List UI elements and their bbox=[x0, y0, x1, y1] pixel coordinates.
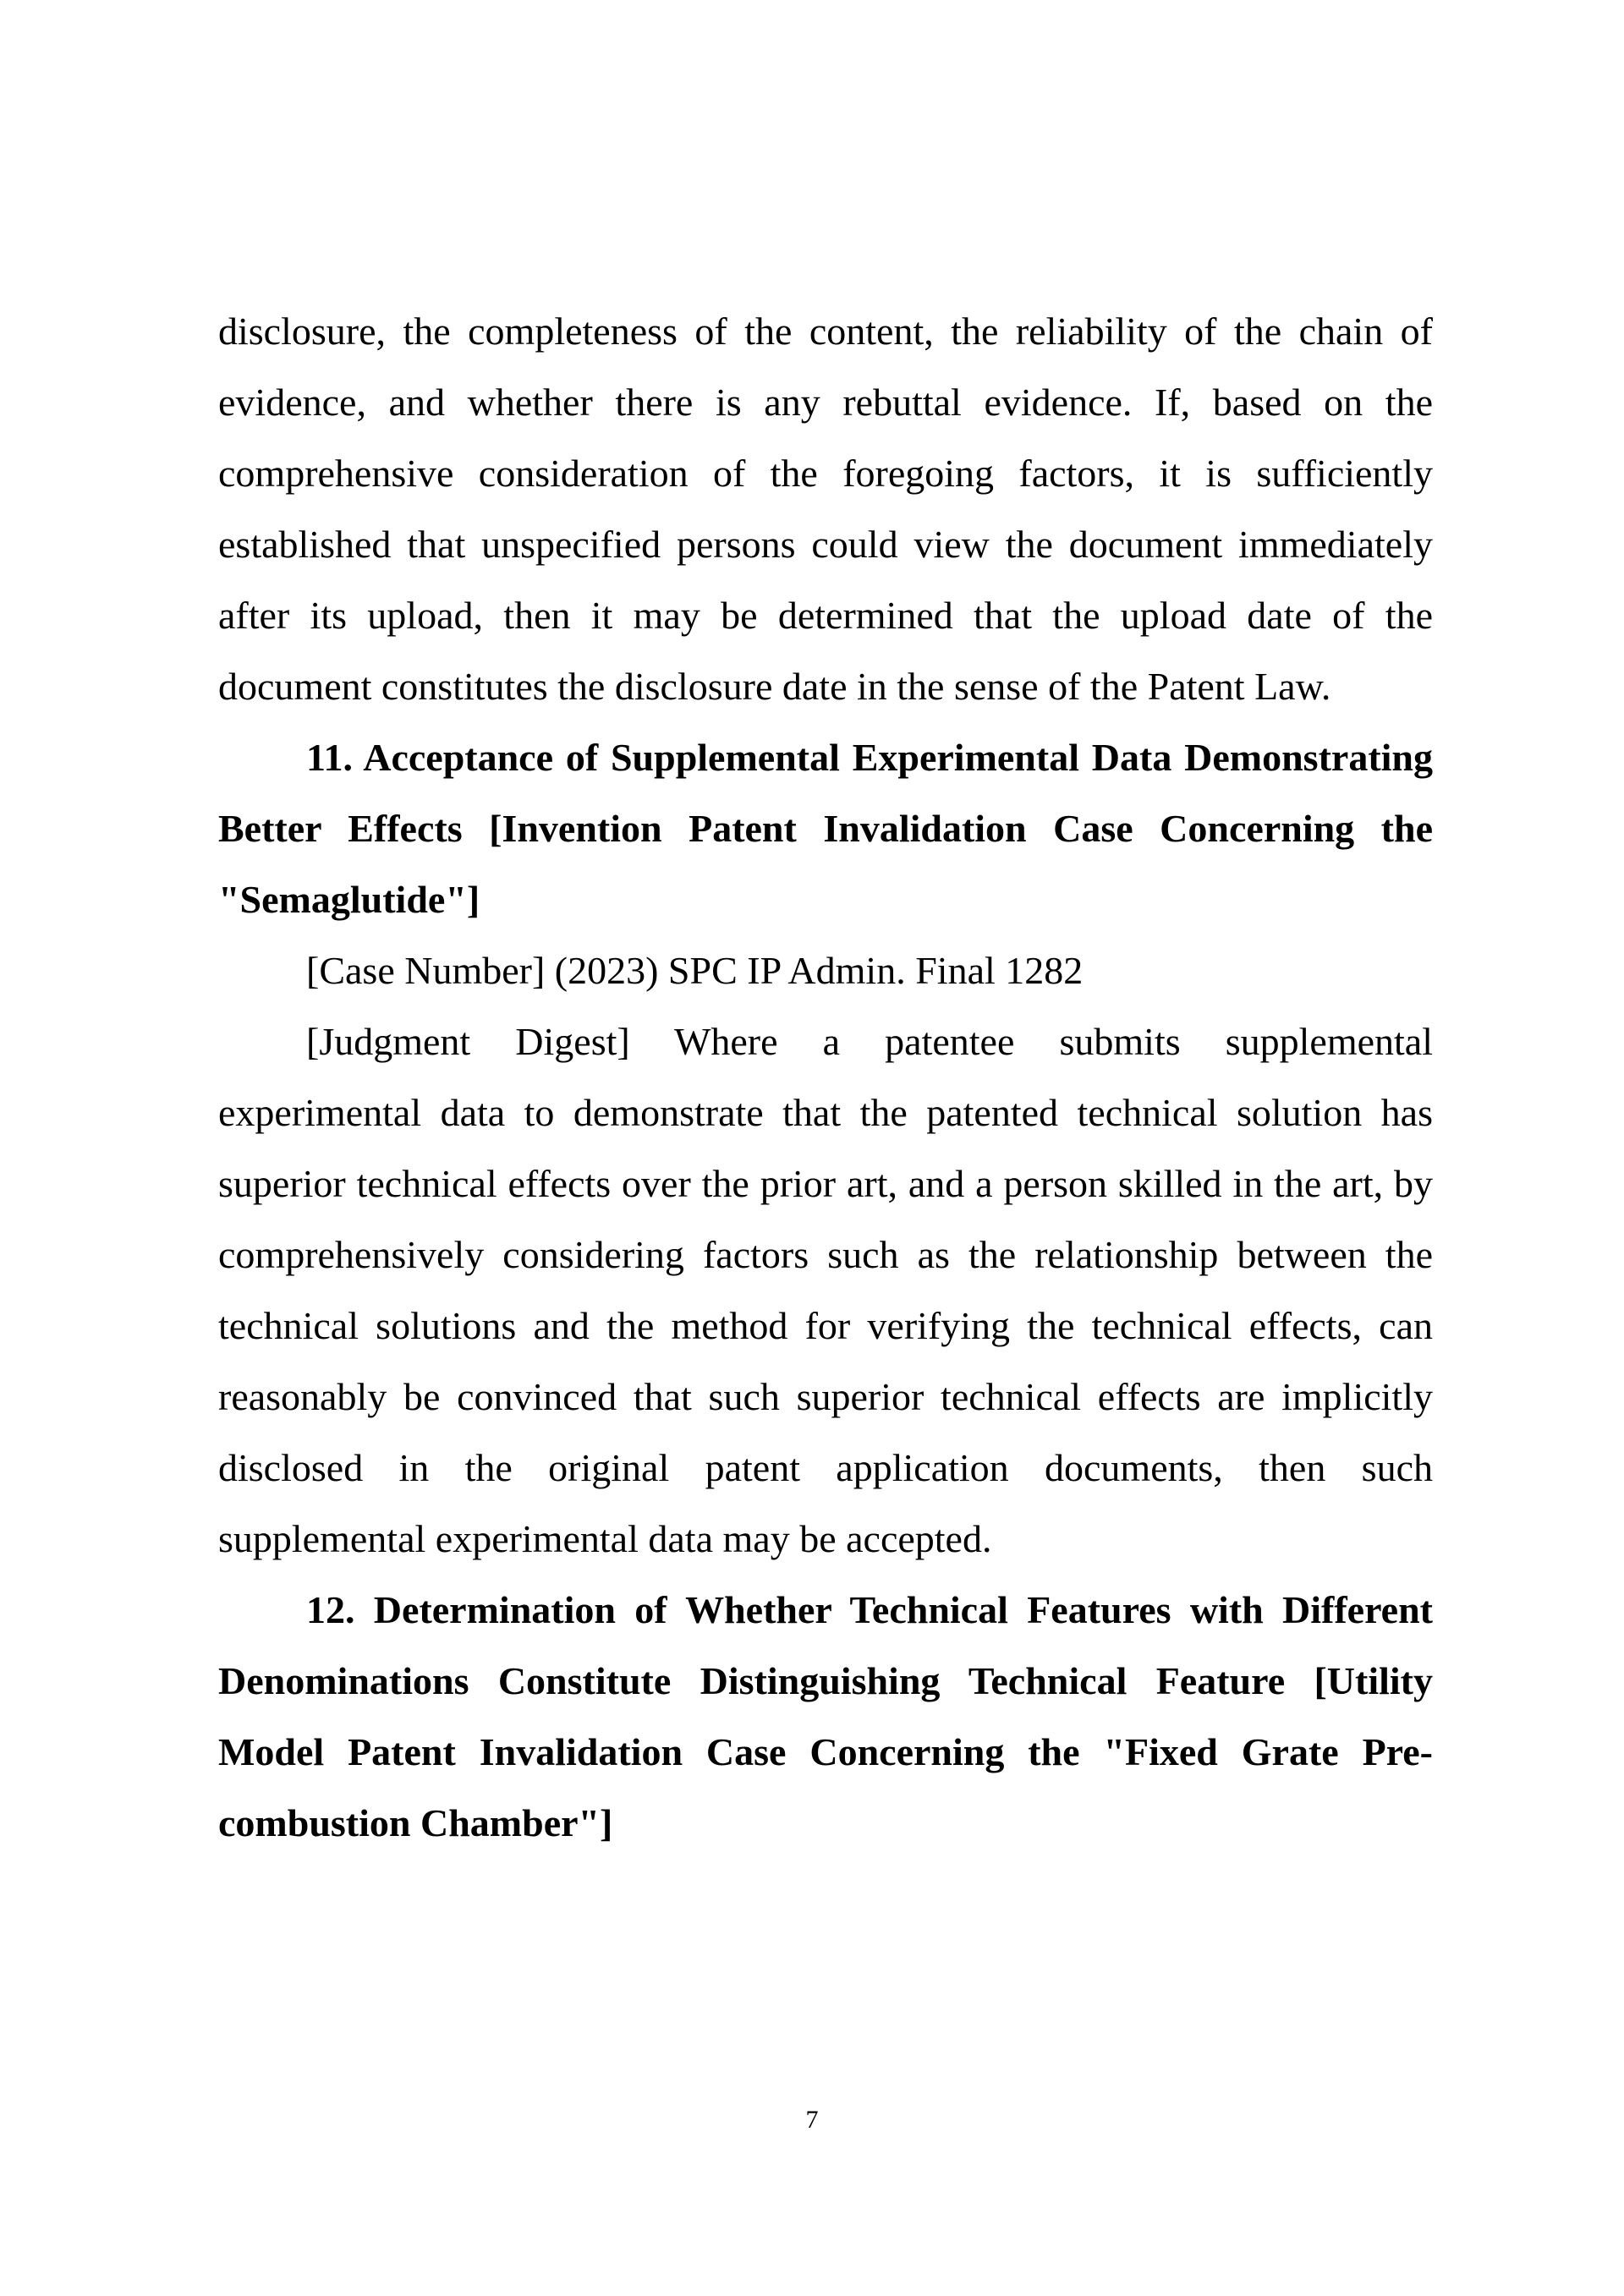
document-page bbox=[218, 296, 1433, 1859]
section-heading-11: 11. Acceptance of Supplemental Experimental Data Demonstrating Better Effects [Invention Patent Invalidation Case Concerning the "Semaglutide"] bbox=[218, 736, 1433, 921]
page-number: 7 bbox=[805, 2106, 819, 2134]
judgment-digest: [Judgment Digest] Where a patentee submits supplemental experimental data to demonstrate that the patented technical solution has superior technical effects over the prior art, and a person skilled in the art, by comprehensively considering factors such as the relationship between the technical solutions and the method for verifying the technical effects, can reasonably be convinced that such superior technical effects are implicitly disclosed in the original patent application documents, then such supplemental experimental data may be accepted. bbox=[218, 1020, 1433, 1560]
body-paragraph-continuation: disclosure, the completeness of the content, the reliability of the chain of evidence, and whether there is any rebuttal evidence. If, based on the comprehensive consideration of the foregoing factors, it is sufficiently established that unspecified persons could view the document immediately after its upload, then it may be determined that the upload date of the document constitutes the disclosure date in the sense of the Patent Law. bbox=[218, 310, 1433, 708]
case-number: [Case Number] (2023) SPC IP Admin. Final 1282 bbox=[306, 949, 1084, 992]
section-heading-12: 12. Determination of Whether Technical Features with Different Denominations Constitute Distinguishing Technical Feature [Utility Model Patent Invalidation Case Concerning the "Fixed Grate Pre-combustion Chamber"] bbox=[218, 1588, 1433, 1844]
